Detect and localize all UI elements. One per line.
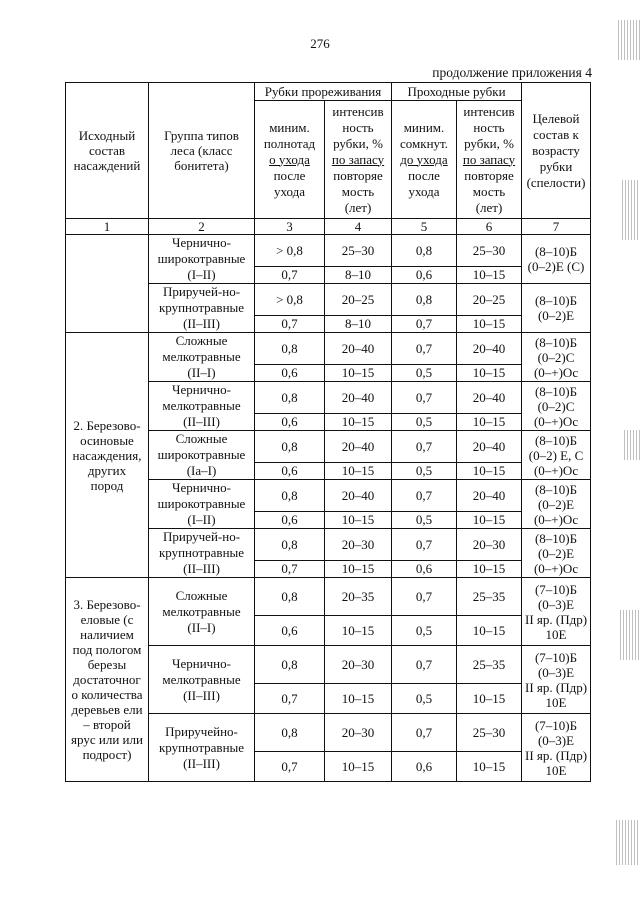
forest-type-cell: [149, 235, 255, 284]
forest-type-line: (II–III): [183, 316, 220, 331]
table-row: [66, 235, 591, 267]
goal-line: (0–+)Ос: [533, 364, 579, 380]
forest-type-cell: [149, 714, 255, 782]
value-cell: 10–15: [325, 511, 392, 528]
value-cell: 20–40: [325, 333, 392, 365]
value-cell: 20–40: [325, 382, 392, 414]
goal-line: (0–3)Е: [537, 732, 575, 748]
value-cell: 10–15: [457, 752, 522, 782]
value-cell: 0,6: [392, 266, 457, 283]
forest-type-line: (II–III): [183, 561, 220, 576]
value-cell: 0,8: [255, 646, 325, 684]
goal-line: (7–10)Б: [534, 581, 578, 597]
goal-line: (0–3)Е: [537, 596, 575, 612]
value-cell: 10–15: [325, 752, 392, 782]
header-line: рубки, %: [464, 135, 514, 151]
composition-line: – второй: [83, 717, 131, 732]
goal-line: II яр. (Пдр): [524, 747, 588, 763]
value-cell: 0,7: [392, 714, 457, 752]
value-cell: 20–30: [457, 529, 522, 561]
composition-line: еловые (с: [80, 612, 134, 627]
goal-line: (0–2)Е (С): [527, 259, 585, 274]
goal-line: (0–2)Е: [537, 545, 575, 561]
composition-line: наличием: [80, 627, 134, 642]
value-cell: 10–15: [325, 364, 392, 381]
value-cell: 25–35: [457, 578, 522, 616]
header-line: до ухода: [400, 151, 448, 167]
value-cell: 0,7: [392, 431, 457, 463]
value-cell: 0,6: [255, 511, 325, 528]
value-cell: 10–15: [457, 616, 522, 646]
forest-type-line: Чернично-: [172, 655, 231, 671]
value-cell: 10–15: [457, 266, 522, 283]
composition-line: достаточног: [73, 672, 141, 687]
column-number: 6: [457, 219, 522, 235]
value-cell: 0,6: [255, 364, 325, 381]
header-line: мость: [472, 183, 506, 199]
value-cell: 0,5: [392, 462, 457, 479]
header-line: повторяе: [333, 167, 383, 183]
header-line: после: [408, 167, 440, 183]
forest-type-cell: [149, 578, 255, 646]
composition-line: подрост): [82, 747, 132, 762]
forest-type-cell: [149, 431, 255, 480]
value-cell: 20–40: [457, 431, 522, 463]
forest-type-cell: [149, 333, 255, 382]
value-cell: 0,7: [392, 646, 457, 684]
value-cell: 10–15: [325, 413, 392, 430]
composition-line: 2. Березово-: [73, 417, 141, 433]
forest-type-line: (II–III): [183, 687, 220, 703]
header-intensity-passing: [457, 101, 522, 219]
header-line: по запасу: [331, 151, 385, 167]
header-line: полнотад: [263, 135, 316, 151]
header-line: интенсив: [332, 103, 384, 119]
forest-type-line: крупнотравные: [158, 739, 245, 755]
header-min-closure: [392, 101, 457, 219]
forest-type-cell: [149, 646, 255, 714]
value-cell: 20–40: [325, 431, 392, 463]
composition-line: насаждения,: [72, 447, 142, 463]
forest-type-line: Приручей-но-: [162, 529, 241, 544]
forest-type-line: широкотравные: [157, 496, 246, 511]
goal-line: (0–2)Е: [537, 308, 575, 323]
composition-line: о количества: [71, 687, 143, 702]
scan-noise: [620, 610, 640, 660]
goal-line: II яр. (Пдр): [524, 679, 588, 695]
goal-line: (0–2)Е: [537, 496, 575, 512]
value-cell: 10–15: [325, 462, 392, 479]
table-row: [66, 578, 591, 616]
page-number: 276: [310, 36, 330, 51]
header-line: мость: [341, 183, 375, 199]
goal-line: (0–+)Ос: [533, 560, 579, 576]
value-cell: 0,6: [255, 462, 325, 479]
header-line: повторяе: [464, 167, 514, 183]
composition-cell: [66, 235, 149, 333]
header-min-density: [255, 101, 325, 219]
table-body: [66, 235, 591, 782]
value-cell: 0,7: [255, 266, 325, 283]
goal-line: 10Е: [545, 626, 567, 642]
value-cell: 0,8: [255, 529, 325, 561]
goal-line: 10Е: [545, 762, 567, 778]
goal-line: (8–10)Б: [534, 481, 578, 497]
forest-type-line: (I–II): [187, 267, 216, 282]
header-intensity-thinning: [325, 101, 392, 219]
forest-type-line: Сложные: [175, 587, 228, 603]
value-cell: > 0,8: [255, 284, 325, 316]
header-thinning: Рубки прореживания: [255, 83, 392, 101]
value-cell: 10–15: [325, 684, 392, 714]
value-cell: 0,7: [255, 752, 325, 782]
header-line: ность: [473, 119, 505, 135]
value-cell: 0,7: [392, 480, 457, 512]
forest-type-line: (II–III): [183, 414, 220, 429]
goal-line: (0–3)Е: [537, 664, 575, 680]
composition-cell: [66, 578, 149, 782]
forest-type-line: крупнотравные: [158, 545, 245, 560]
goal-line: (0–+)Ос: [533, 511, 579, 527]
value-cell: 0,8: [255, 578, 325, 616]
value-cell: 20–35: [325, 578, 392, 616]
composition-line: березы: [87, 657, 127, 672]
composition-line: ярус или или: [71, 732, 143, 747]
scan-noise: [618, 20, 640, 60]
column-number: 2: [149, 219, 255, 235]
header-goal-line: (спелости): [526, 174, 586, 190]
goal-line: (8–10)Б: [534, 383, 578, 399]
forest-type-line: Приручей-но-: [162, 284, 241, 299]
value-cell: 25–30: [457, 714, 522, 752]
column-number: 4: [325, 219, 392, 235]
value-cell: 10–15: [457, 684, 522, 714]
goal-line: (0–2)С: [537, 349, 575, 365]
goal-line: (7–10)Б: [534, 717, 578, 733]
value-cell: > 0,8: [255, 235, 325, 267]
header-goal-line: возрасту: [532, 142, 580, 158]
value-cell: 0,7: [392, 333, 457, 365]
forest-type-cell: [149, 480, 255, 529]
goal-line: II яр. (Пдр): [524, 611, 588, 627]
value-cell: 20–30: [325, 714, 392, 752]
forest-type-line: (II–I): [187, 619, 216, 635]
forest-type-line: Сложные: [175, 333, 228, 348]
value-cell: 0,6: [255, 413, 325, 430]
composition-line: пород: [90, 477, 124, 493]
header-line: интенсив: [463, 103, 515, 119]
value-cell: 8–10: [325, 266, 392, 283]
goal-cell: [522, 578, 591, 646]
column-number: 3: [255, 219, 325, 235]
value-cell: 0,7: [255, 684, 325, 714]
header-goal-line: рубки: [539, 158, 573, 174]
value-cell: 10–15: [457, 315, 522, 332]
value-cell: 10–15: [325, 616, 392, 646]
value-cell: 0,5: [392, 684, 457, 714]
header-line: ность: [342, 119, 374, 135]
value-cell: 25–30: [457, 235, 522, 267]
forest-type-line: Чернично-: [172, 235, 231, 250]
value-cell: 0,8: [255, 382, 325, 414]
goal-line: (0–2)С: [537, 398, 575, 414]
value-cell: 8–10: [325, 315, 392, 332]
goal-cell: [522, 646, 591, 714]
scan-noise: [624, 430, 640, 460]
forest-type-cell: [149, 284, 255, 333]
header-goal: [522, 83, 591, 219]
value-cell: 0,8: [392, 284, 457, 316]
goal-line: (0–2) Е, С: [528, 447, 584, 463]
value-cell: 0,8: [255, 431, 325, 463]
composition-line: деревьев ели: [71, 702, 143, 717]
value-cell: 10–15: [457, 560, 522, 577]
goal-cell: [522, 235, 591, 284]
goal-cell: [522, 529, 591, 578]
value-cell: 0,7: [392, 529, 457, 561]
value-cell: 0,6: [392, 560, 457, 577]
value-cell: 0,7: [255, 315, 325, 332]
header-forest-type: Группа типов леса (класс бонитета): [149, 83, 255, 219]
table-row: [66, 333, 591, 365]
header-line: сомкнут.: [400, 135, 448, 151]
header-line: миним.: [403, 119, 445, 135]
goal-cell: [522, 333, 591, 382]
forest-type-line: мелкотравные: [162, 349, 241, 364]
value-cell: 20–40: [457, 480, 522, 512]
value-cell: 20–40: [325, 480, 392, 512]
composition-cell: [66, 333, 149, 578]
goal-line: (8–10)Б: [534, 293, 578, 308]
composition-line: осиновые: [80, 432, 134, 448]
forest-type-line: мелкотравные: [162, 671, 241, 687]
value-cell: 0,5: [392, 511, 457, 528]
forest-type-line: мелкотравные: [162, 603, 241, 619]
header-line: о ухода: [269, 151, 310, 167]
composition-line: под пологом: [72, 642, 142, 657]
goal-cell: [522, 714, 591, 782]
value-cell: 25–30: [325, 235, 392, 267]
header-composition: Исходный состав насаждений: [66, 83, 149, 219]
value-cell: 20–40: [457, 333, 522, 365]
header-line: миним.: [269, 119, 310, 135]
forest-type-line: (II–III): [183, 755, 220, 771]
scan-noise: [616, 820, 640, 865]
goal-cell: [522, 431, 591, 480]
header-line: (лет): [344, 199, 372, 215]
forest-type-line: Приручейно-: [165, 723, 238, 739]
forestry-table: [65, 82, 591, 782]
forest-type-cell: [149, 382, 255, 431]
composition-line: других: [87, 462, 127, 478]
goal-line: 10Е: [545, 694, 567, 710]
header-line: рубки, %: [333, 135, 383, 151]
value-cell: 0,7: [392, 382, 457, 414]
value-cell: 0,8: [255, 714, 325, 752]
header-line: после: [273, 167, 306, 183]
goal-line: (0–+)Ос: [533, 413, 579, 429]
value-cell: 0,8: [392, 235, 457, 267]
forest-type-line: крупнотравные: [158, 300, 245, 315]
forest-type-line: (II–I): [187, 365, 216, 380]
value-cell: 20–40: [457, 382, 522, 414]
value-cell: 20–25: [325, 284, 392, 316]
value-cell: 0,7: [392, 578, 457, 616]
value-cell: 10–15: [457, 413, 522, 430]
forest-type-cell: [149, 529, 255, 578]
header-goal-line: состав к: [533, 126, 579, 142]
forest-type-line: Чернично-: [172, 382, 231, 397]
goal-line: (7–10)Б: [534, 649, 578, 665]
goal-cell: [522, 480, 591, 529]
value-cell: 25–35: [457, 646, 522, 684]
value-cell: 10–15: [325, 560, 392, 577]
value-cell: 10–15: [457, 364, 522, 381]
forest-type-line: широкотравные: [157, 251, 246, 266]
value-cell: 0,5: [392, 616, 457, 646]
value-cell: 0,5: [392, 413, 457, 430]
goal-line: (8–10)Б: [534, 432, 578, 448]
forest-type-line: Чернично-: [172, 480, 231, 495]
column-number: 1: [66, 219, 149, 235]
forest-type-line: (Iа–I): [186, 463, 217, 478]
forest-type-line: (I–II): [187, 512, 216, 527]
header-line: ухода: [273, 183, 305, 199]
header-goal-line: Целевой: [532, 110, 580, 126]
value-cell: 10–15: [457, 462, 522, 479]
value-cell: 0,7: [255, 560, 325, 577]
value-cell: 0,6: [255, 616, 325, 646]
forest-type-line: широкотравные: [157, 447, 246, 462]
header-line: ухода: [408, 183, 440, 199]
value-cell: 0,5: [392, 364, 457, 381]
value-cell: 20–25: [457, 284, 522, 316]
goal-cell: [522, 382, 591, 431]
value-cell: 20–30: [325, 646, 392, 684]
value-cell: 0,8: [255, 333, 325, 365]
goal-line: (0–+)Ос: [533, 462, 579, 478]
header-passing: Проходные рубки: [392, 83, 522, 101]
value-cell: 0,7: [392, 315, 457, 332]
continuation-label: продолжение приложения 4: [432, 65, 592, 80]
composition-line: 3. Березово-: [73, 597, 141, 612]
forest-type-line: мелкотравные: [162, 398, 241, 413]
value-cell: 10–15: [457, 511, 522, 528]
goal-line: (8–10)Б: [534, 530, 578, 546]
value-cell: 0,6: [392, 752, 457, 782]
header-line: по запасу: [462, 151, 516, 167]
column-number: 7: [522, 219, 591, 235]
value-cell: 20–30: [325, 529, 392, 561]
column-number-row: [66, 219, 591, 235]
goal-line: (8–10)Б: [534, 334, 578, 350]
column-number: 5: [392, 219, 457, 235]
scan-noise: [622, 180, 640, 240]
forest-type-line: Сложные: [175, 431, 228, 446]
header-line: (лет): [475, 199, 503, 215]
goal-cell: [522, 284, 591, 333]
value-cell: 0,8: [255, 480, 325, 512]
goal-line: (8–10)Б: [534, 244, 578, 259]
